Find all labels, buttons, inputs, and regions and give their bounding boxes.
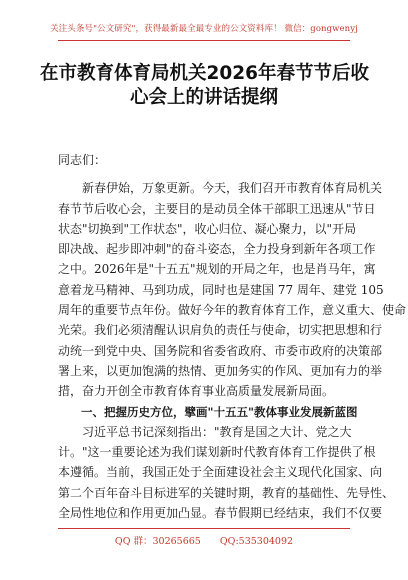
paragraph-line: 状态"切换到"工作状态"，收心归位、凝心聚力，以"开局 — [58, 221, 357, 236]
paragraph-line: 习近平总书记深刻指出："教育是国之大计、党之大 — [58, 424, 352, 439]
paragraph-line: 春节节后收心会，主要目的是动员全体干部职工迅速从"节日 — [58, 201, 376, 216]
paragraph-line: 之中。2026年是"十五五"规划的开局之年，也是肖马年，寓 — [58, 262, 376, 277]
paragraph-line: 周年的重要节点年份。做好今年的教育体育工作，意义重大、使命 — [58, 303, 407, 318]
footer-divider — [58, 528, 350, 529]
paragraph-line: 即决战、起步即冲刺"的奋斗姿态，全力投身到新年各项工作 — [58, 242, 376, 257]
footer-qq-contact: QQ:535304092 — [219, 536, 294, 547]
document-body — [58, 150, 407, 523]
paragraph-section-1 — [58, 422, 395, 523]
title-line-1: 在市教育体育局机关2026年春节节后收 — [40, 63, 369, 84]
paragraph-line: 光荣。我们必须清醒认识肩负的责任与使命，切实把思想和行 — [58, 323, 383, 338]
paragraph-intro — [58, 178, 407, 401]
header-banner: 关注头条号"公文研究"，获得最新最全最专业的公文资料库！ 微信：gongwenyj — [50, 24, 358, 34]
paragraph-line: 意着龙马精神、马到功成，同时也是建国 77 周年、建党 105 — [58, 282, 384, 297]
paragraph-line: 第二个百年奋斗目标进军的关键时期，教育的基础性、先导性、 — [58, 485, 395, 500]
footer-qq-group: QQ 群：30265665 — [114, 536, 201, 547]
paragraph-line: 本遵循。当前，我国正处于全面建设社会主义现代化国家、向 — [58, 465, 383, 480]
salutation: 同志们： — [58, 153, 107, 167]
header-divider — [58, 40, 350, 41]
section-heading-1: 一、把握历史方位，擘画"十五五"教体事业发展新蓝图 — [58, 404, 358, 419]
paragraph-line: 计。"这一重要论述为我们谋划新时代教育体育工作提供了根 — [58, 445, 376, 460]
paragraph-line: 署上来，以更加饱满的热情、更加务实的作风、更加有力的举 — [58, 363, 383, 378]
title-line-2: 心会上的讲话提纲 — [129, 87, 278, 108]
paragraph-line: 全局性地位和作用更加凸显。春节假期已经结束，我们不仅要 — [58, 506, 383, 521]
paragraph-line: 新春伊始，万象更新。今天，我们召开市教育体育局机关 — [58, 181, 383, 196]
footer — [0, 533, 408, 547]
paragraph-line: 动统一到党中央、国务院和省委省政府、市委市政府的决策部 — [58, 343, 383, 358]
paragraph-line: 措，奋力开创全市教育体育事业高质量发展新局面。 — [58, 384, 335, 399]
document-title — [40, 62, 368, 110]
